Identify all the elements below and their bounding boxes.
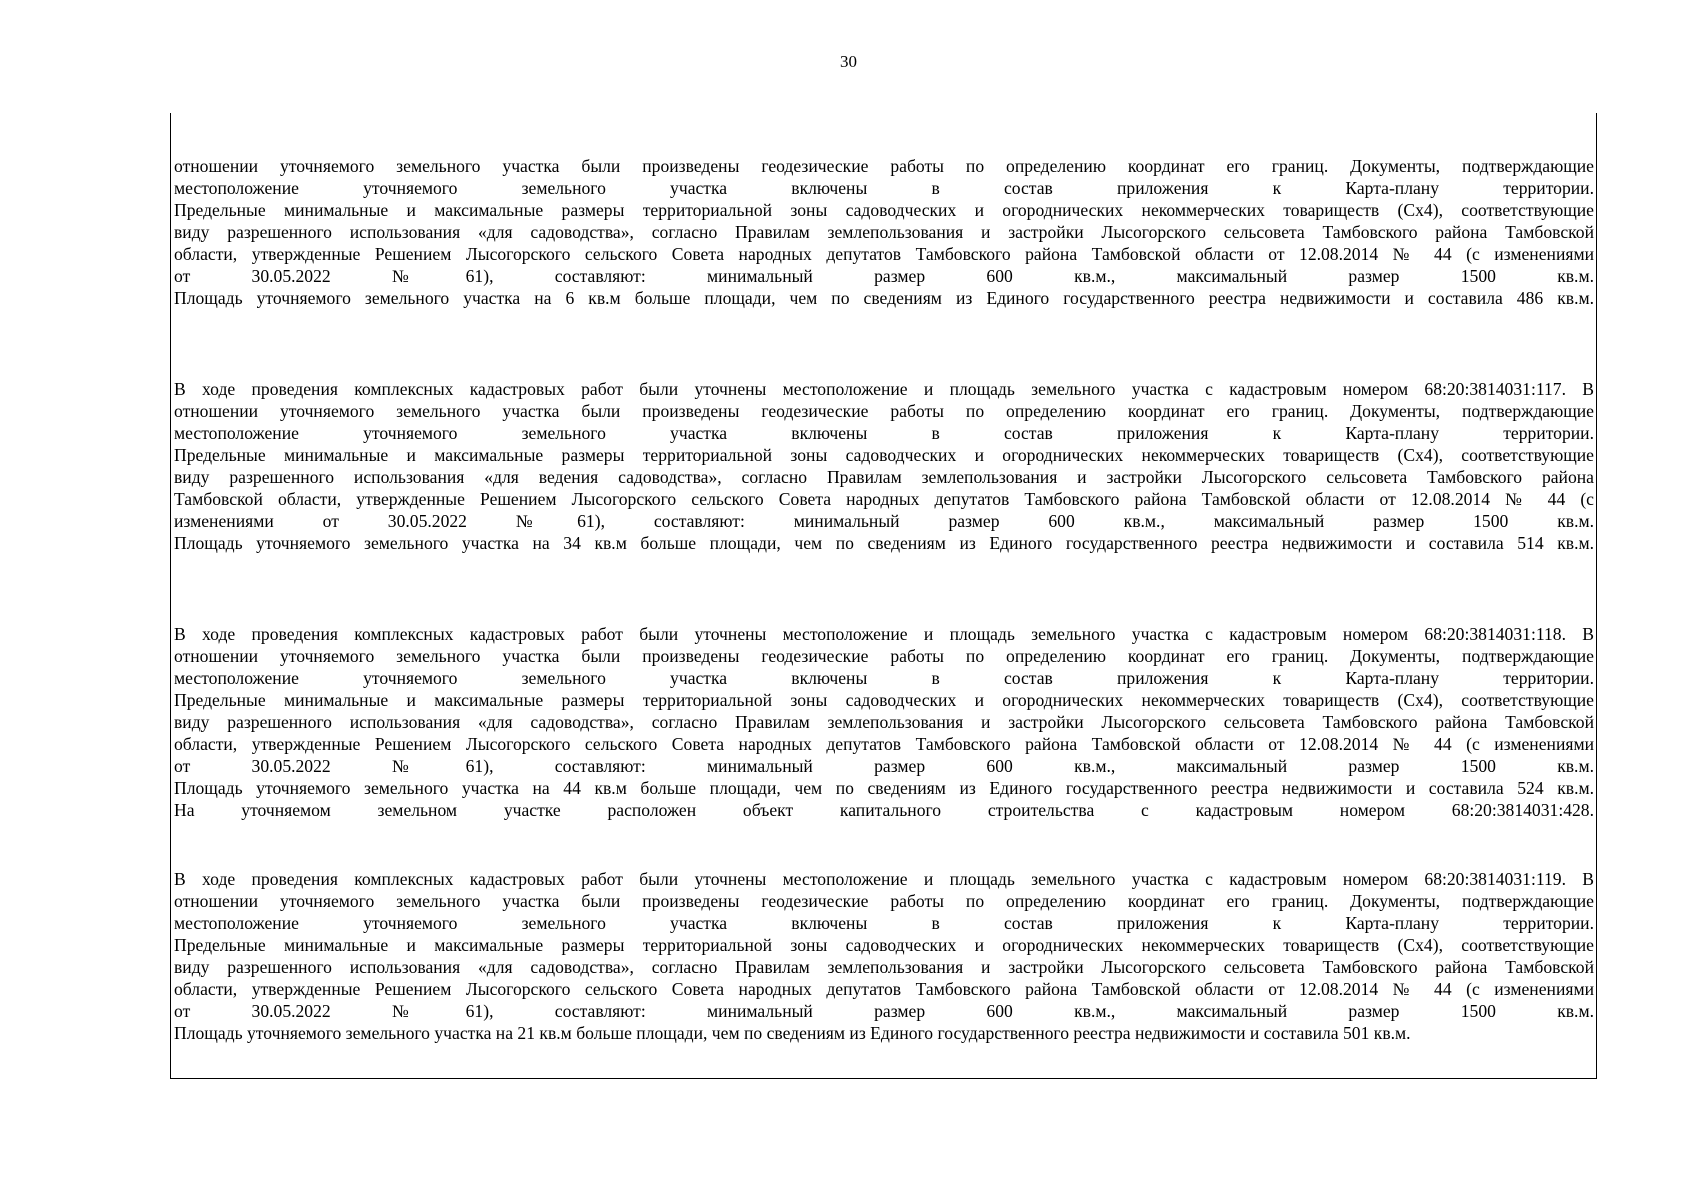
- text-line: области, утвержденные Решением Лысогорского сельского Совета народных депутатов Тамбовского района Тамбовской области от 12.08.2014 № 44 (с изменениями: [174, 979, 1594, 999]
- text-line: отношении уточняемого земельного участка были произведены геодезические работы по определению координат его границ. Документы, подтверждающие: [174, 401, 1594, 421]
- text-block-1: [174, 155, 1594, 309]
- text-line: Предельные минимальные и максимальные размеры территориальной зоны садоводческих и огороднических некоммерческих товариществ (Сх4), соответствующие: [174, 200, 1594, 220]
- text-line: местоположение уточняемого земельного участка включены в состав приложения к Карта-плану территории.: [174, 913, 1594, 933]
- text-line: Предельные минимальные и максимальные размеры территориальной зоны садоводческих и огороднических некоммерческих товариществ (Сх4), соответствующие: [174, 935, 1594, 955]
- text-line: Тамбовской области, утвержденные Решением Лысогорского сельского Совета народных депутатов Тамбовского района Тамбовской области от 12.08.2014 № 44 (с: [174, 489, 1594, 509]
- text-line: местоположение уточняемого земельного участка включены в состав приложения к Карта-плану территории.: [174, 668, 1594, 688]
- text-line: местоположение уточняемого земельного участка включены в состав приложения к Карта-плану территории.: [174, 423, 1594, 443]
- text-line: от 30.05.2022 №61), составляют: минимальный размер 600 кв.м., максимальный размер 1500 кв.м.: [174, 1001, 1594, 1021]
- text-line: области, утвержденные Решением Лысогорского сельского Совета народных депутатов Тамбовского района Тамбовской области от 12.08.2014 № 44 (с изменениями: [174, 244, 1594, 264]
- text-line: Площадь уточняемого земельного участка на 6 кв.м больше площади, чем по сведениям из Единого государственного реестра недвижимости и составила 486 кв.м.: [174, 288, 1594, 308]
- text-block-2: [174, 378, 1594, 554]
- text-line: от 30.05.2022 №61), составляют: минимальный размер 600 кв.м., максимальный размер 1500 кв.м.: [174, 756, 1594, 776]
- text-line: Площадь уточняемого земельного участка на 34 кв.м больше площади, чем по сведениям из Единого государственного реестра недвижимости и составила 514 кв.м.: [174, 533, 1594, 553]
- text-line: отношении уточняемого земельного участка были произведены геодезические работы по определению координат его границ. Документы, подтверждающие: [174, 156, 1594, 176]
- text-block-3: [174, 623, 1594, 821]
- text-line: Площадь уточняемого земельного участка на 21 кв.м больше площади, чем по сведениям из Единого государственного реестра недвижимости и составила 501 кв.м.: [174, 1023, 1411, 1043]
- text-line: виду разрешенного использования «для садоводства», согласно Правилам землепользования и застройки Лысогорского сельсовета Тамбовского района Тамбовской: [174, 957, 1594, 977]
- text-line: Площадь уточняемого земельного участка на 44 кв.м больше площади, чем по сведениям из Единого государственного реестра недвижимости и составила 524 кв.м.: [174, 778, 1594, 798]
- text-line: В ходе проведения комплексных кадастровых работ были уточнены местоположение и площадь земельного участка с кадастровым номером 68:20:3814031:119. В: [174, 869, 1594, 889]
- text-line: виду разрешенного использования «для садоводства», согласно Правилам землепользования и застройки Лысогорского сельсовета Тамбовского района Тамбовской: [174, 222, 1594, 242]
- text-line: В ходе проведения комплексных кадастровых работ были уточнены местоположение и площадь земельного участка с кадастровым номером 68:20:3814031:117. В: [174, 379, 1594, 399]
- text-line: Предельные минимальные и максимальные размеры территориальной зоны садоводческих и огороднических некоммерческих товариществ (Сх4), соответствующие: [174, 445, 1594, 465]
- text-line: На уточняемом земельном участке расположен объект капитального строительства с кадастровым номером 68:20:3814031:428.: [174, 800, 1594, 820]
- text-line: виду разрешенного использования «для ведения садоводства», согласно Правилам землепользования и застройки Лысогорского сельсовета Тамбовского района: [174, 467, 1594, 487]
- text-line: изменениями от 30.05.2022 №61), составляют: минимальный размер 600 кв.м., максимальный размер 1500 кв.м.: [174, 511, 1594, 531]
- text-line: отношении уточняемого земельного участка были произведены геодезические работы по определению координат его границ. Документы, подтверждающие: [174, 646, 1594, 666]
- text-line: от 30.05.2022 №61), составляют: минимальный размер 600 кв.м., максимальный размер 1500 кв.м.: [174, 266, 1594, 286]
- text-line: области, утвержденные Решением Лысогорского сельского Совета народных депутатов Тамбовского района Тамбовской области от 12.08.2014 № 44 (с изменениями: [174, 734, 1594, 754]
- text-block-4: [174, 868, 1594, 1044]
- text-line: отношении уточняемого земельного участка были произведены геодезические работы по определению координат его границ. Документы, подтверждающие: [174, 891, 1594, 911]
- text-line: Предельные минимальные и максимальные размеры территориальной зоны садоводческих и огороднических некоммерческих товариществ (Сх4), соответствующие: [174, 690, 1594, 710]
- text-line: В ходе проведения комплексных кадастровых работ были уточнены местоположение и площадь земельного участка с кадастровым номером 68:20:3814031:118. В: [174, 624, 1594, 644]
- page-number: 30: [840, 52, 857, 71]
- text-line: виду разрешенного использования «для садоводства», согласно Правилам землепользования и застройки Лысогорского сельсовета Тамбовского района Тамбовской: [174, 712, 1594, 732]
- text-line: местоположение уточняемого земельного участка включены в состав приложения к Карта-плану территории.: [174, 178, 1594, 198]
